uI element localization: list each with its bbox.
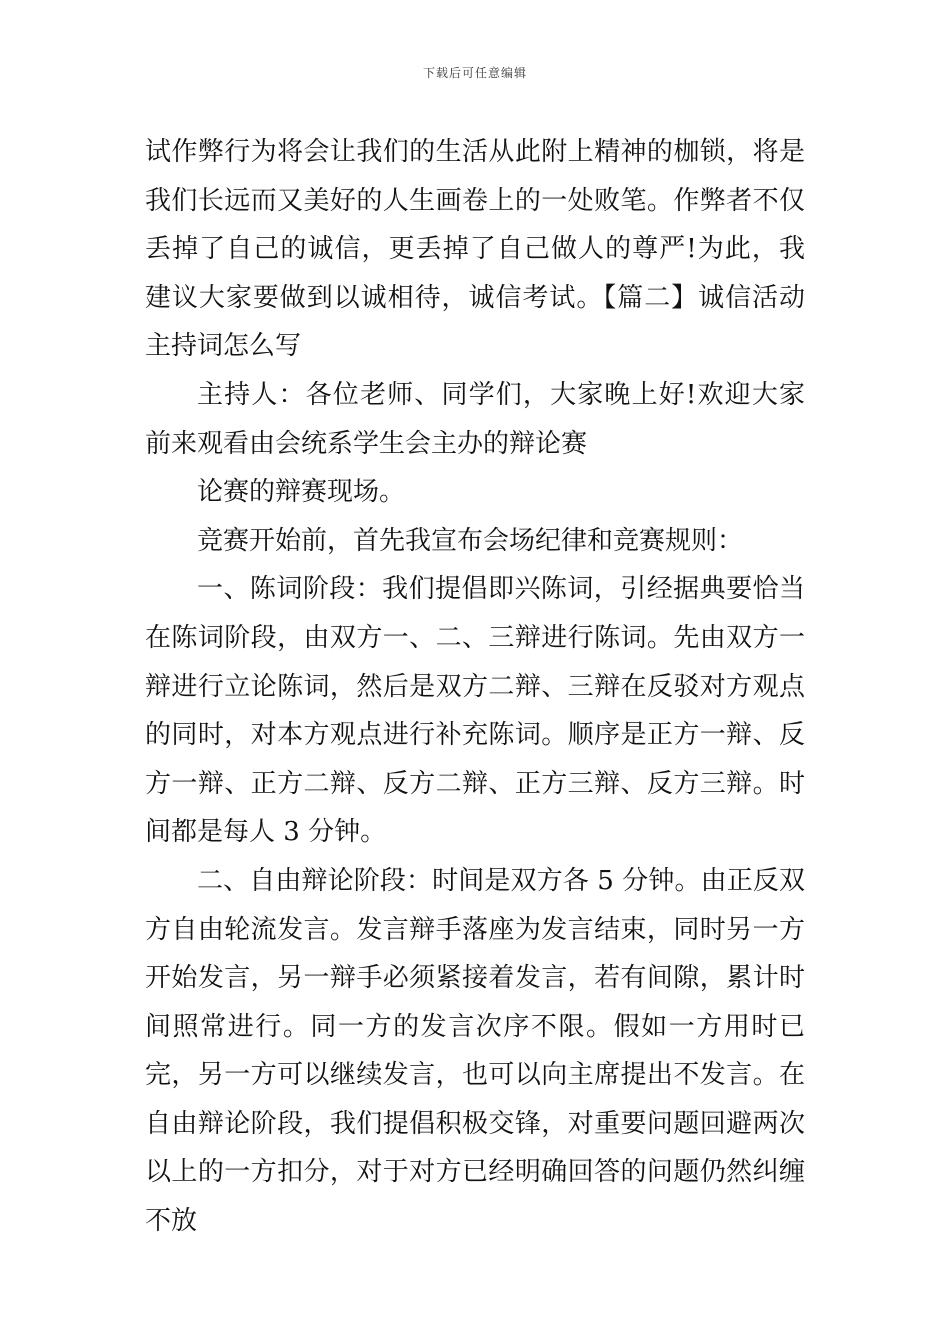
paragraph: 一、陈词阶段：我们提倡即兴陈词，引经据典要恰当在陈词阶段，由双方一、二、三辩进行陈词。先由双方一辩进行立论陈词，然后是双方二辩、三辩在反驳对方观点的同时，对本方观点进行补充陈词。顺序是正方一辩、反方一辩、正方二辩、反方二辩、正方三辩、反方三辩。时间都是每人 3 分钟。: [145, 574, 805, 848]
paragraph: 试作弊行为将会让我们的生活从此附上精神的枷锁，将是我们长远而又美好的人生画卷上的一处败笔。作弊者不仅丢掉了自己的诚信，更丢掉了自己做人的尊严!为此，我建议大家要做到以诚相待，诚信考试。【篇二】诚信活动主持词怎么写: [145, 137, 805, 362]
page-header: 下载后可任意编辑: [422, 66, 527, 80]
paragraph: 二、自由辩论阶段：时间是双方各 5 分钟。由正反双方自由轮流发言。发言辩手落座为发言结束，同时另一方开始发言，另一辩手必须紧接着发言，若有间隙，累计时间照常进行。同一方的发言次序不限。假如一方用时已完，另一方可以继续发言，也可以向主席提出不发言。在自由辩论阶段，我们提倡积极交锋，对重要问题回避两次以上的一方扣分，对于对方已经明确回答的问题仍然纠缠不放: [145, 865, 805, 1237]
document-body: [145, 128, 805, 1246]
paragraph: 竞赛开始前，首先我宣布会场纪律和竞赛规则：: [197, 525, 744, 556]
paragraph: 主持人：各位老师、同学们，大家晚上好!欢迎大家前来观看由会统系学生会主办的辩论赛: [145, 379, 805, 459]
paragraph: 论赛的辩赛现场。: [197, 477, 406, 508]
